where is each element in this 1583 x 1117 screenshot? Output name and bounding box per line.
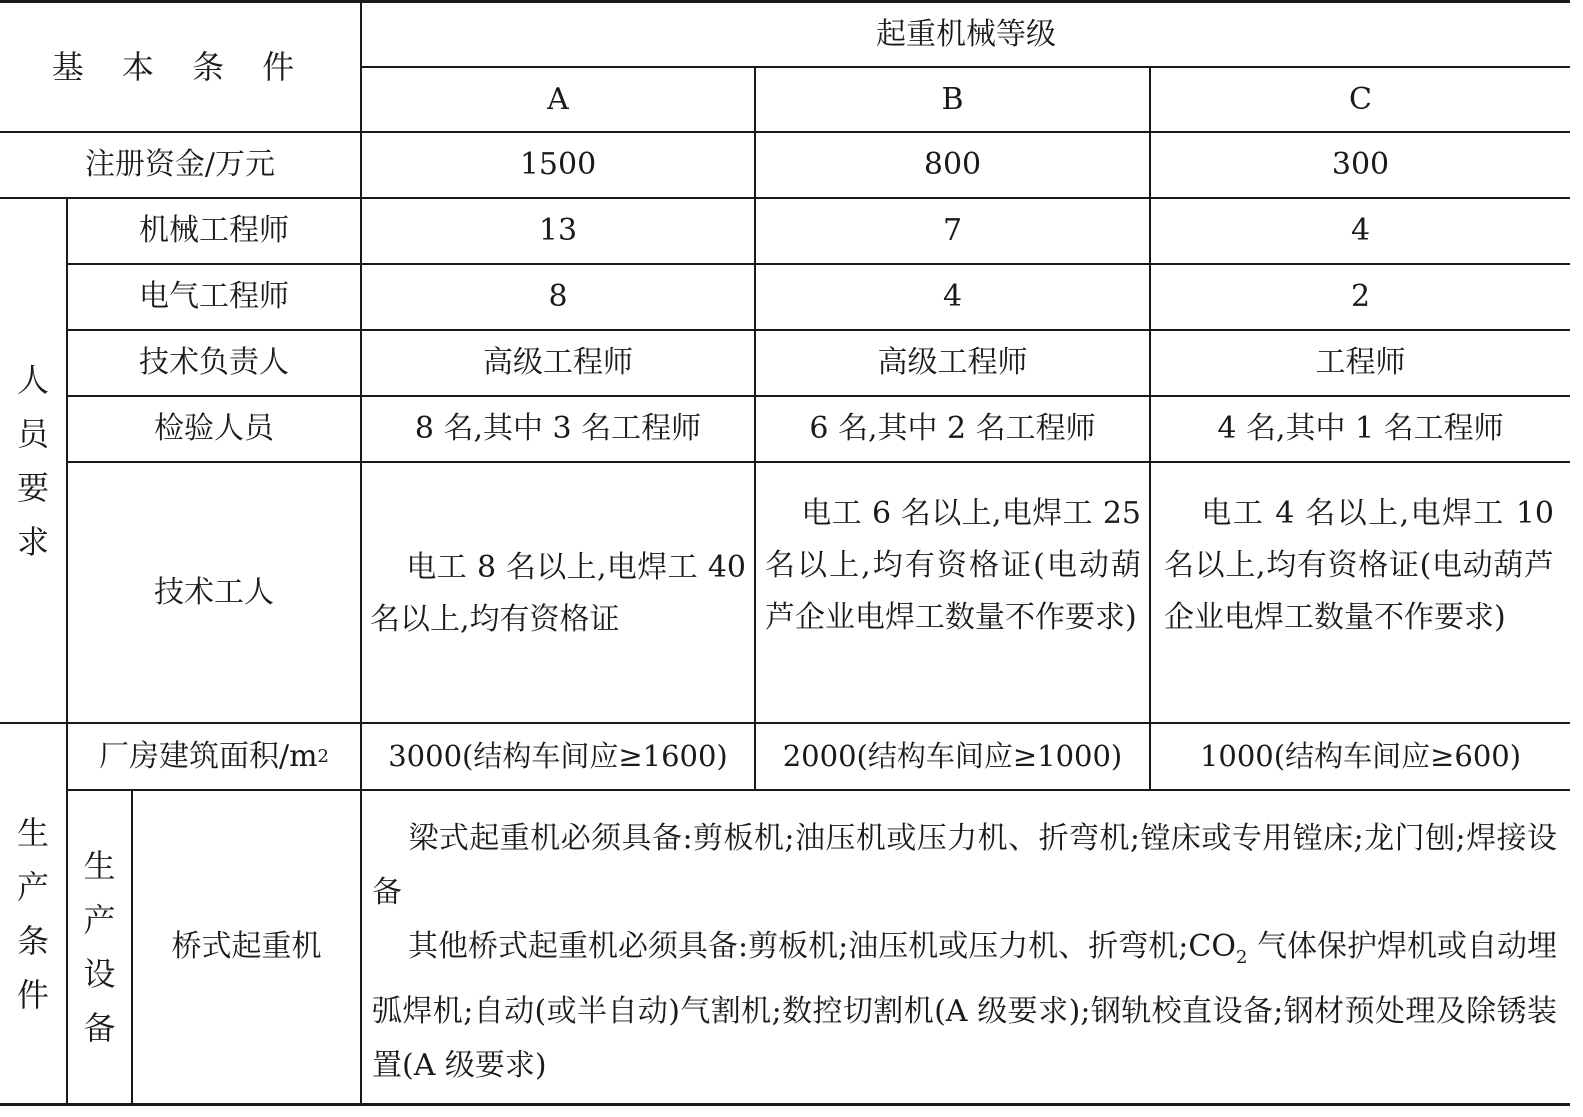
personnel-group-label: 人 员 要 求 <box>16 360 49 561</box>
rule-bottom <box>0 1103 1570 1106</box>
beam-crane-equipment: 梁式起重机必须具备:剪板机;油压机或压力机、折弯机;镗床或专用镗床;龙门刨;焊接设备 <box>372 821 1557 910</box>
basic-conditions-header: 基 本 条 件 <box>51 47 309 86</box>
inspectors-label: 检验人员 <box>154 411 274 446</box>
electrical-engineer-label: 电气工程师 <box>139 279 289 314</box>
production-equipment-label: 生 产 设 备 <box>83 847 116 1047</box>
capital-a: 1500 <box>519 147 597 182</box>
other-bridge-crane-equipment: 其他桥式起重机必须具备:剪板机;油压机或压力机、折弯机$;CO_2$ 气体保护焊机或自动埋弧焊机;自动(或半自动)气割机;数控切割机(A 级要求);钢轨校直设备;钢材预处理及除锈装置(A 级要求) <box>372 929 1557 1083</box>
technical-lead-c: 工程师 <box>1315 345 1406 380</box>
technical-lead-label: 技术负责人 <box>139 345 289 380</box>
technical-workers-b: 电工 6 名以上,电焊工 25 名以上,均有资格证(电动葫芦企业电焊工数量不作要求) <box>765 496 1141 635</box>
bridge-crane-label: 桥式起重机 <box>171 929 322 964</box>
electrical-engineer-a: 8 <box>548 279 568 314</box>
technical-lead-a: 高级工程师 <box>483 345 633 380</box>
inspectors-c: 4 名,其中 1 名工程师 <box>1217 411 1504 446</box>
factory-area-c: 1000(结构车间应≥600) <box>1199 739 1522 774</box>
mechanical-engineer-a: 13 <box>538 213 578 248</box>
mechanical-engineer-label: 机械工程师 <box>139 213 289 248</box>
inspectors-a: 8 名,其中 3 名工程师 <box>414 411 702 446</box>
inspectors-b: 6 名,其中 2 名工程师 <box>809 411 1096 446</box>
mechanical-engineer-c: 4 <box>1350 213 1371 248</box>
technical-workers-label: 技术工人 <box>154 574 274 610</box>
grade-c-header: C <box>1349 81 1372 117</box>
grade-a-header: A <box>547 81 569 117</box>
production-group-label: 生 产 条 件 <box>16 813 49 1014</box>
factory-area-b: 2000(结构车间应≥1000) <box>782 739 1123 774</box>
mechanical-engineer-b: 7 <box>942 213 963 248</box>
electrical-engineer-b: 4 <box>942 279 963 314</box>
grade-b-header: B <box>941 81 964 117</box>
electrical-engineer-c: 2 <box>1350 279 1371 314</box>
registered-capital-label: 注册资金/万元 <box>84 147 276 182</box>
technical-workers-a: 电工 8 名以上,电焊工 40 名以上,均有资格证 <box>370 550 746 637</box>
crane-grade-header: 起重机械等级 <box>876 16 1056 52</box>
factory-area-a: 3000(结构车间应≥1600) <box>388 739 728 774</box>
technical-lead-b: 高级工程师 <box>877 345 1028 380</box>
capital-b: 800 <box>923 147 982 182</box>
technical-workers-c: 电工 4 名以上,电焊工 10 名以上,均有资格证(电动葫芦企业电焊工数量不作要求) <box>1164 496 1554 635</box>
capital-c: 300 <box>1331 147 1390 182</box>
factory-area-label: 厂房建筑面积/m 2 <box>98 738 329 774</box>
